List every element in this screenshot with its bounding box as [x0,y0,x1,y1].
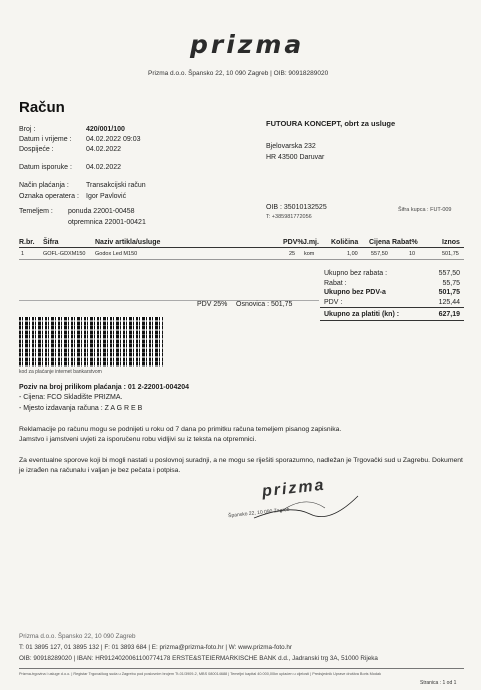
col-rbr: R.br. [19,239,35,246]
buyer-code: Šifra kupca : FUT-009 [398,207,452,213]
due-label: Dospijeće : [19,146,54,153]
total-without-vat: 501,75 [438,289,460,296]
total-without-vat-label: Ukupno bez PDV-a [324,289,386,296]
discount-label: Rabat : [324,279,347,287]
table-row [19,250,464,260]
price-terms: - Cijena: FCO Skladište PRIZMA. [19,394,123,401]
page-number: Stranica : 1 od 1 [420,680,457,686]
complaint-notice: Reklamacije po računu mogu se podnijeti u roku od 7 dana po primitku računa temeljem pisanog zapisnika. [19,426,342,433]
vat-value: 125,44 [438,298,460,306]
payment-method: Transakcijski račun [86,182,146,189]
footer-legal: Prizma-trgovina i usluge d.o.o. | Registar Trgovačkog suda u Zagrebu pod poslovnim brojem Tt-01/3909-2, MBS 080014688 | Temeljni kapital 40.000,00kn uplaćen u cijelosti | Predsjednik Uprave društva Boris Modak [19,672,382,676]
delivery-label: Datum isporuke : [19,164,72,171]
invoice-number: 420/001/100 [86,126,125,133]
vat-rate: PDV 25% [197,301,228,308]
place-of-issue: - Mjesto izdavanja računa : Z A G R E B [19,405,143,412]
payment-barcode [19,317,163,367]
operator-label: Oznaka operatera : [19,193,79,200]
row-pdv: 25 [289,251,296,257]
buyer-phone: T: +385981772056 [266,214,312,220]
footer-rule [19,668,464,669]
company-address-line: Prizma d.o.o. Špansko 22, 10 090 Zagreb | OIB: 90918289020 [148,70,329,77]
buyer-oib: OIB : 35010132525 [266,204,327,211]
total-to-pay-label: Ukupno za platiti (kn) : [324,311,400,318]
row-cijena: 557,50 [371,251,388,257]
col-jmj: J.mj. [303,239,319,246]
footer-address: Prizma d.o.o. Špansko 22, 10 090 Zagreb [19,633,136,640]
basis-label: Temeljem : [19,208,53,215]
operator-value: Igor Pavlović [86,193,127,200]
stamp-logo: prizma [261,476,327,501]
discount-value: 55,75 [442,279,460,287]
vat-base: Osnovica : 501,75 [236,301,293,308]
row-kolicina: 1,00 [347,251,358,257]
date-label: Datum i vrijeme : [19,136,72,143]
total-to-pay: 627,19 [438,311,460,318]
payment-method-label: Način plaćanja : [19,182,69,189]
col-kolicina: Količina [331,239,359,246]
col-rabat: Rabat% [392,239,418,246]
col-pdv: PDV% [283,239,304,246]
invoice-number-label: Broj : [19,126,36,133]
document-title: Račun [19,99,65,116]
company-stamp [227,474,360,524]
col-sifra: Šifra [43,239,59,246]
total-without-discount: 557,50 [438,270,460,277]
row-iznos: 501,75 [442,251,459,257]
buyer-street: Bjelovarska 232 [266,143,316,150]
barcode-caption: kod za plaćanje internet bankarstvom [19,369,102,375]
footer-contacts: T: 01 3895 127, 01 3895 132 | F: 01 3893 684 | E: prizma@prizma-foto.hr | W: www.prizma-foto.hr [19,644,292,651]
stamp-address: Špansko 22, 10 090 Zagreb [227,506,290,520]
col-naziv: Naziv artikla/usluge [95,239,161,246]
due-value: 04.02.2022 [86,146,122,153]
buyer-city: HR 43500 Daruvar [266,154,325,161]
delivery-note-ref: otpremnica 22001-00421 [68,219,146,226]
buyer-name: FUTOURA KONCEPT, obrt za usluge [266,119,396,128]
delivery-value: 04.02.2022 [86,164,122,171]
warranty-notice: Jamstvo i jamstveni uvjeti za isporučenu robu vidljivi su iz teksta na otpremnici. [19,436,257,443]
col-cijena: Cijena [369,239,391,246]
total-without-discount-label: Ukupno bez rabata : [324,270,388,277]
offer-ref: ponuda 22001-00458 [68,208,135,215]
row-jmj: kom [304,251,315,257]
totals-box [320,266,464,321]
date-value: 04.02.2022 09:03 [86,136,141,143]
row-sifra: GOFL-GDXM150 [43,251,86,257]
prizma-logo: prizma [190,30,305,59]
col-iznos: Iznos [442,239,460,246]
items-table-header [19,237,464,248]
row-naziv: Godox Led M150 [95,251,138,257]
vat-label: PDV : [324,298,343,306]
footer-bank: OIB: 90918289020 | IBAN: HR9124020061100774178 ERSTE&STEIERMARKISCHE BANK d.d., Jadranski trg 3A, 51000 Rijeka [19,655,378,662]
row-rbr: 1 [21,251,25,257]
payment-reference: Poziv na broj prilikom plaćanja : 01 2-22001-004204 [19,384,190,391]
row-rabat: 10 [409,251,416,257]
jurisdiction-notice: Za eventualne sporove koji bi mogli nastati u poslovnoj suradnji, a ne mogu se riješiti sporazumno, nadležan je Trgovački sud u Zagrebu. Dokument je izrađen na računalu i valjan je bez pečata i potpisa. [19,457,463,474]
